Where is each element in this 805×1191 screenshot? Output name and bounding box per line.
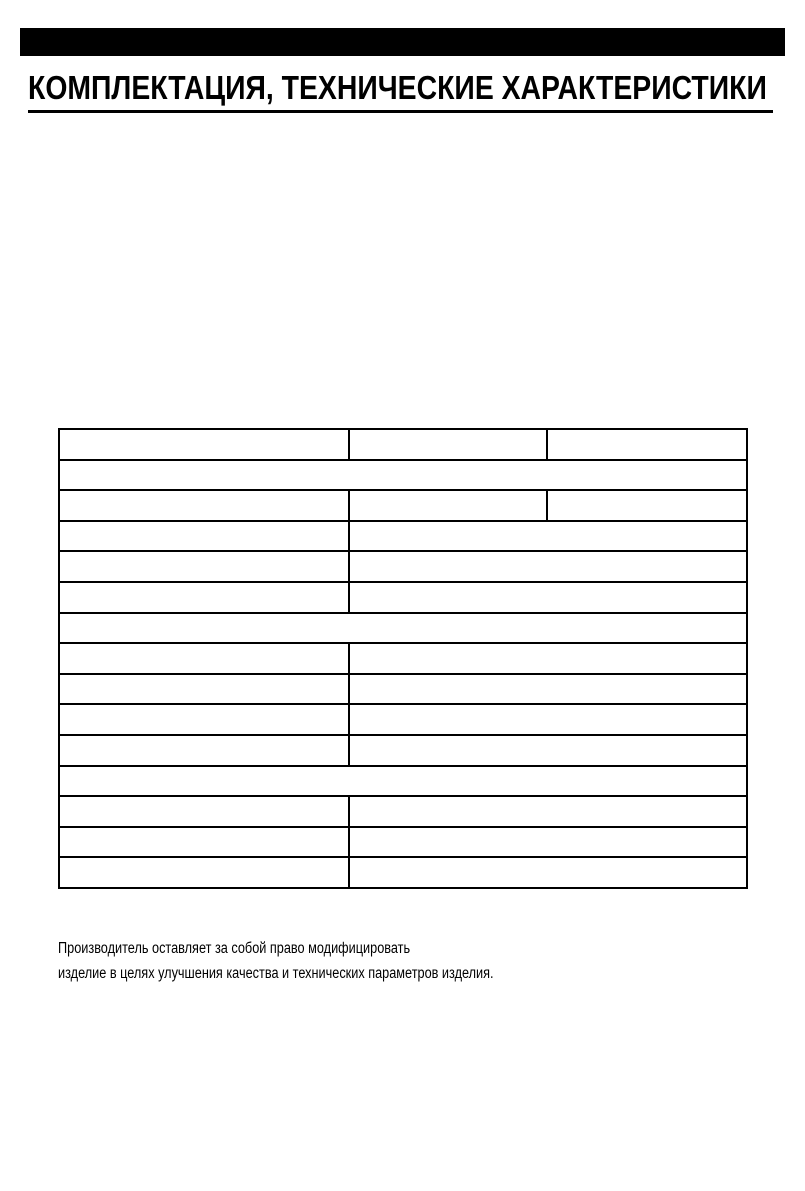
table-row bbox=[59, 674, 747, 705]
table-row bbox=[59, 429, 747, 460]
section-header-cell bbox=[59, 613, 747, 644]
disclaimer-line: Производитель оставляет за собой право модифицировать bbox=[58, 940, 411, 957]
table-row bbox=[59, 704, 747, 735]
table-cell bbox=[59, 704, 349, 735]
table-cell bbox=[59, 429, 349, 460]
table-cell bbox=[59, 796, 349, 827]
table-cell bbox=[59, 521, 349, 552]
table-cell bbox=[59, 735, 349, 766]
table-cell bbox=[59, 674, 349, 705]
disclaimer-line: изделие в целях улучшения качества и технических параметров изделия. bbox=[58, 965, 494, 982]
table-cell bbox=[349, 796, 747, 827]
table-cell bbox=[59, 490, 349, 521]
table-cell bbox=[59, 643, 349, 674]
table-row bbox=[59, 521, 747, 552]
table-cell bbox=[59, 551, 349, 582]
table-row bbox=[59, 551, 747, 582]
table-row bbox=[59, 796, 747, 827]
table-cell bbox=[349, 674, 747, 705]
section-header-cell bbox=[59, 766, 747, 797]
table-row bbox=[59, 490, 747, 521]
table-row bbox=[59, 857, 747, 888]
table-cell bbox=[59, 857, 349, 888]
table-cell bbox=[349, 704, 747, 735]
title-underline bbox=[28, 110, 773, 113]
page-title: КОМПЛЕКТАЦИЯ, ТЕХНИЧЕСКИЕ ХАРАКТЕРИСТИКИ bbox=[28, 69, 767, 106]
table-cell bbox=[349, 827, 747, 858]
table-cell bbox=[349, 429, 547, 460]
table-row bbox=[59, 643, 747, 674]
table-cell bbox=[349, 857, 747, 888]
table-section-row bbox=[59, 460, 747, 491]
table-section-row bbox=[59, 613, 747, 644]
table-cell bbox=[59, 827, 349, 858]
table-cell bbox=[349, 582, 747, 613]
section-header-cell bbox=[59, 460, 747, 491]
table-cell bbox=[349, 490, 547, 521]
table-row bbox=[59, 735, 747, 766]
table-cell bbox=[349, 643, 747, 674]
table-cell bbox=[547, 490, 747, 521]
table-section-row bbox=[59, 766, 747, 797]
header-bar bbox=[20, 28, 785, 56]
table-cell bbox=[59, 582, 349, 613]
table-cell bbox=[547, 429, 747, 460]
table-row bbox=[59, 582, 747, 613]
table-row bbox=[59, 827, 747, 858]
table-cell bbox=[349, 735, 747, 766]
table-cell bbox=[349, 521, 747, 552]
table-cell bbox=[349, 551, 747, 582]
manufacturer-disclaimer bbox=[58, 936, 632, 986]
specifications-table bbox=[58, 428, 748, 889]
